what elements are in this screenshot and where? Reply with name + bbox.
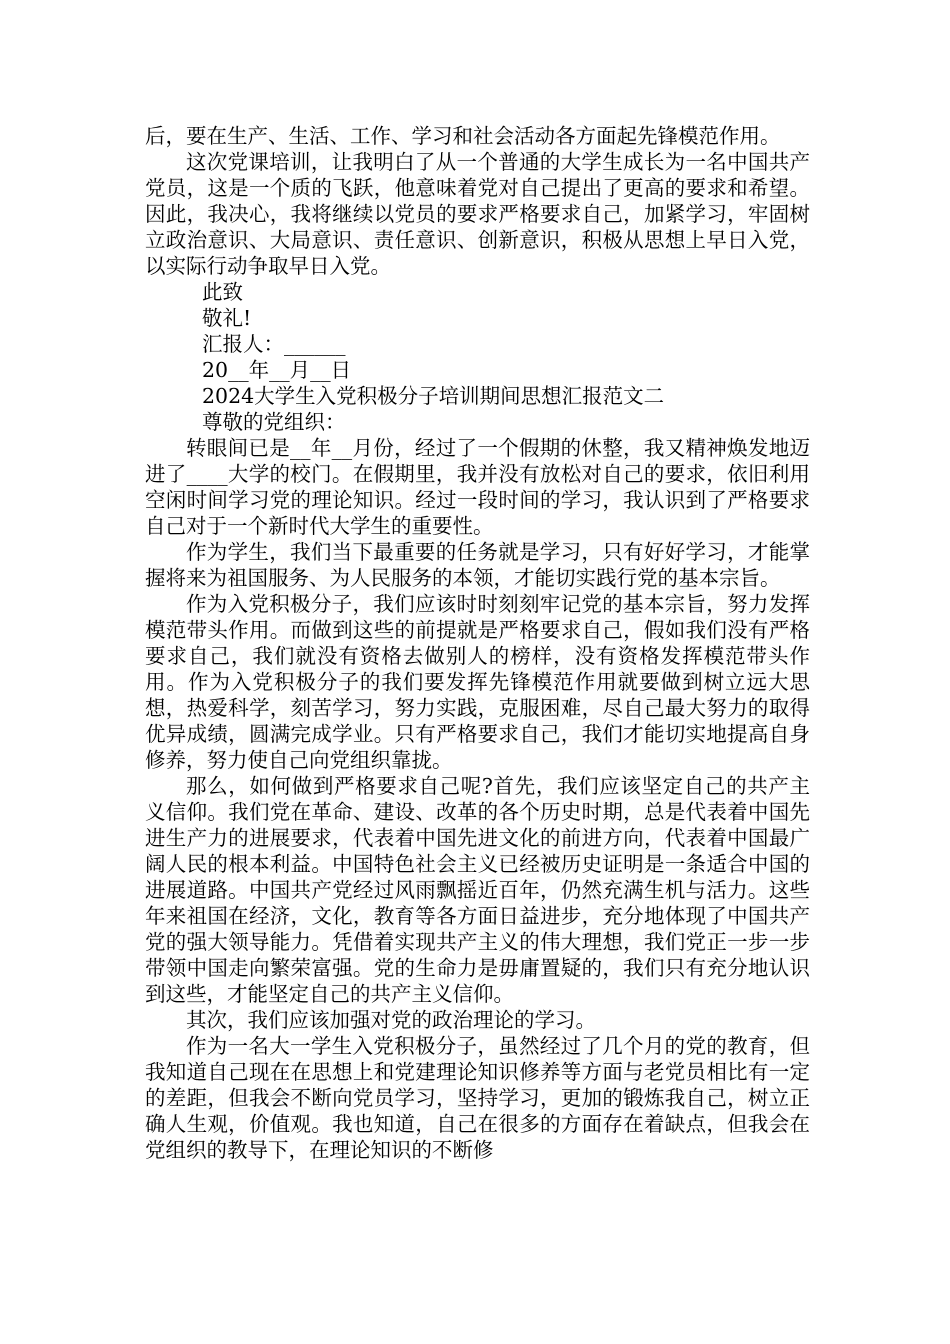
paragraph-continuation: 后，要在生产、生活、工作、学习和社会活动各方面起先锋模范作用。 [145,124,781,148]
paragraph-study-task: 作为学生，我们当下最重要的任务就是学习，只有好好学习，才能掌握将来为祖国服务、为人民服务的本领，才能切实践行党的基本宗旨。 [145,540,810,590]
reporter-signature-line: 汇报人：______ [202,332,346,356]
paragraph-communist-faith: 那么，如何做到严格要求自己呢?首先，我们应该坚定自己的共产主义信仰。我们党在革命、建设、改革的各个历史时期，总是代表着中国先进生产力的进展要求，代表着中国先进文化的前进方向，代表着中国最广阔人民的根本利益。中国特色社会主义已经被历史证明是一条适合中国的进展道路。中国共产党经过风雨飘摇近百年，仍然充满生机与活力。这些年来祖国在经济，文化，教育等各方面日益进步，充分地体现了中国共产党的强大领导能力。凭借着实现共产主义的伟大理想，我们党正一步一步带领中国走向繁荣富强。党的生命力是毋庸置疑的，我们只有充分地认识到这些，才能坚定自己的共产主义信仰。 [145,774,810,1006]
section-title: 2024大学生入党积极分子培训期间思想汇报范文二 [202,384,665,408]
paragraph-political-theory: 其次，我们应该加强对党的政治理论的学习。 [186,1008,596,1032]
closing-regards: 敬礼! [202,306,252,330]
paragraph-activist-role: 作为入党积极分子，我们应该时时刻刻牢记党的基本宗旨，努力发挥模范带头作用。而做到这些的前提就是严格要求自己，假如我们没有严格要求自己，我们就没有资格去做别人的榜样，没有资格发挥模范带头作用。作为入党积极分子的我们要发挥先锋模范作用就要做到树立远大思想，热爱科学，刻苦学习，努力实践，克服困难，尽自己最大努力的取得优异成绩，圆满完成学业。只有严格要求自己，我们才能切实地提高自身修养，努力使自己向党组织靠拢。 [145,592,810,772]
document-body [145,123,810,1163]
closing-salutation: 此致 [202,280,243,304]
paragraph-party-training: 这次党课培训，让我明白了从一个普通的大学生成长为一名中国共产党员，这是一个质的飞跃，他意味着党对自己提出了更高的要求和希望。因此，我决心，我将继续以党员的要求严格要求自己，加紧学习，牢固树立政治意识、大局意识、责任意识、创新意识，积极从思想上早日入党，以实际行动争取早日入党。 [145,150,810,278]
date-line: 20__年__月__日 [202,358,352,382]
paragraph-self-improvement: 作为一名大一学生入党积极分子，虽然经过了几个月的党的教育，但我知道自己现在在思想上和党建理论知识修养等方面与老党员相比有一定的差距，但我会不断向党员学习，坚持学习，更加的锻炼我自己，树立正确人生观，价值观。我也知道，自己在很多的方面存在着缺点，但我会在党组织的教导下，在理论知识的不断修 [145,1034,810,1162]
greeting: 尊敬的党组织： [202,410,346,434]
paragraph-new-semester: 转眼间已是__年__月份，经过了一个假期的休整，我又精神焕发地迈进了____大学的校门。在假期里，我并没有放松对自己的要求，依旧利用空闲时间学习党的理论知识。经过一段时间的学习，我认识到了严格要求自己对于一个新时代大学生的重要性。 [145,436,810,538]
